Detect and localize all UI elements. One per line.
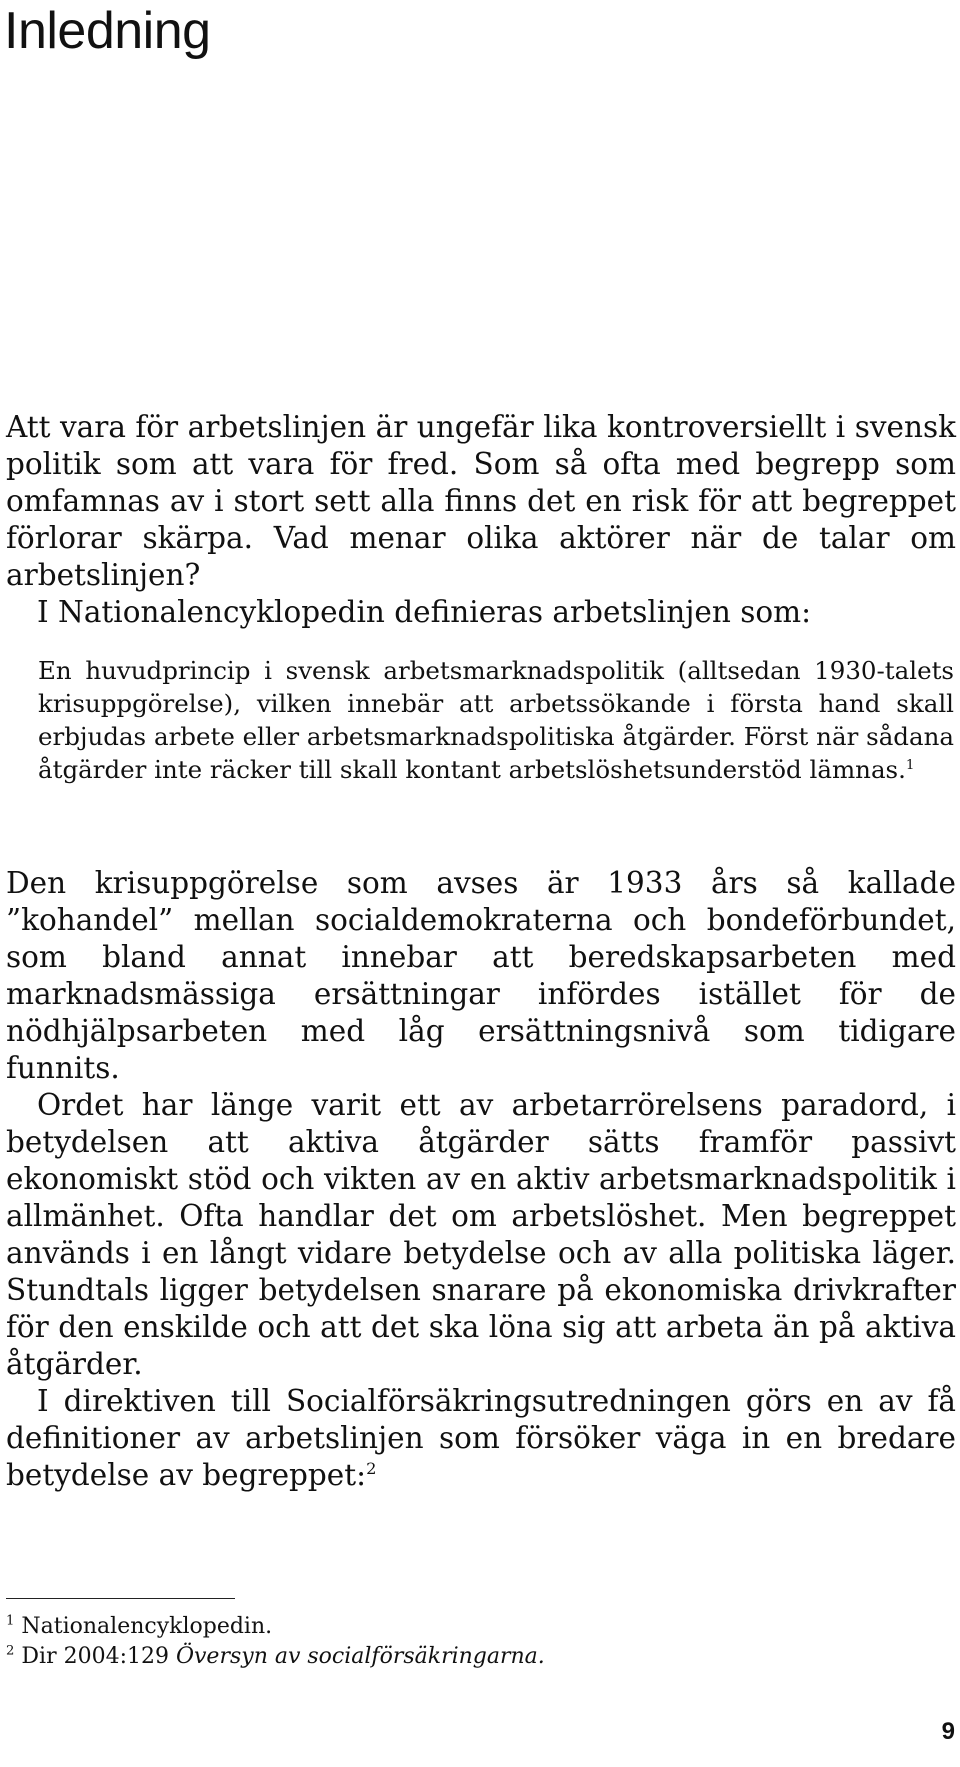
page-number: 9 — [941, 1718, 955, 1745]
chapter-heading: Inledning — [4, 2, 211, 60]
footnote-1-number: 1 — [6, 1613, 15, 1629]
body-paragraph-3-text: I direktiven till Socialförsäkringsutredningen görs en av få definitioner av arbetslinjen som försöker väga in en bredare betydelse av begreppet: — [6, 1384, 956, 1492]
body-paragraph-1: Den krisuppgörelse som avses är 1933 års så kallade ”kohandel” mellan socialdemokraterna och bondeförbundet, som bland annat innebar att beredskapsarbeten med marknadsmässiga ersättningar infördes istället för de nödhjälpsarbeten med låg ersättningsnivå som tidigare funnits. — [6, 866, 956, 1085]
footnote-2-text: Dir 2004:129 — [21, 1644, 176, 1669]
body-text — [6, 865, 956, 1494]
footnote-divider — [6, 1598, 235, 1599]
footnote-1-text: Nationalencyklopedin. — [21, 1614, 273, 1639]
intro-paragraph-1: Att vara för arbetslinjen är ungefär lika kontroversiellt i svensk politik som att vara för fred. Som så ofta med begrepp som omfamnas av i stort sett alla finns det en risk för att begreppet förlorar skärpa. Vad menar olika aktörer när de talar om arbetslinjen? — [6, 410, 956, 592]
intro-paragraphs — [6, 409, 956, 631]
footnote-1 — [6, 1612, 906, 1642]
footnote-2-title: Översyn av socialförsäkringarna. — [175, 1644, 545, 1669]
footnotes — [6, 1612, 906, 1672]
body-paragraph-2: Ordet har länge varit ett av arbetarrörelsens paradord, i betydelsen att aktiva åtgärder sätts framför passivt ekonomiskt stöd och vikten av en aktiv arbetsmarknadspolitik i allmänhet. Ofta handlar det om arbetslöshet. Men begreppet används i en långt vidare betydelse och av alla politiska läger. Stundtals ligger betydelsen snarare på ekonomiska drivkrafter för den enskilde och att det ska löna sig att arbeta än på aktiva åtgärder. — [6, 1088, 956, 1381]
definition-quote — [38, 654, 954, 786]
intro-paragraph-2: I Nationalencyklopedin definieras arbetslinjen som: — [37, 595, 812, 629]
footnote-ref-2: 2 — [366, 1459, 377, 1479]
body-paragraph-3 — [6, 1383, 956, 1494]
quote-text: En huvudprincip i svensk arbetsmarknadspolitik (alltsedan 1930-talets krisuppgörelse), vilken innebär att arbetssökande i första hand skall erbjudas arbete eller arbetsmarknadspolitiska åtgärder. Först när sådana åtgärder inte räcker till skall kontant arbetslöshetsunderstöd lämnas. — [38, 656, 954, 784]
footnote-ref-1: 1 — [905, 756, 915, 773]
footnote-2-number: 2 — [6, 1643, 15, 1659]
footnote-2 — [6, 1642, 906, 1672]
